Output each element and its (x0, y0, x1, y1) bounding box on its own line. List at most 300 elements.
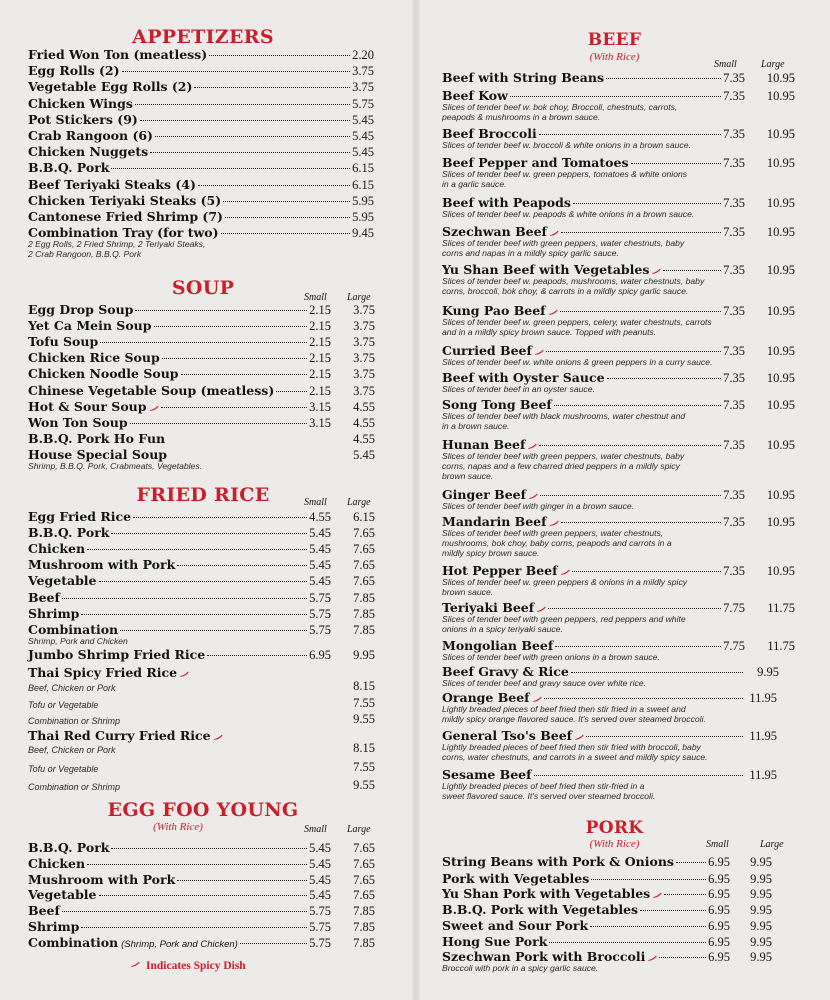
item-description: in a brown sauce. (442, 421, 510, 432)
item-name: Beef Pepper and Tomatoes (442, 155, 629, 170)
item-price: 5.75 (352, 96, 374, 111)
option-price: 8.15 (353, 679, 375, 693)
menu-item (28, 302, 331, 318)
chili-pepper-icon (652, 892, 662, 898)
dotted-leader (606, 78, 721, 79)
item-name: String Beans with Pork & Onions (442, 854, 674, 869)
item-price-large: 4.55 (353, 415, 375, 430)
item-price-large: 9.95 (750, 950, 772, 964)
item-price-small: 2.15 (309, 367, 331, 382)
item-description: Slices of tender beef w. green peppers, tomatoes & white onions (442, 169, 688, 179)
item-price-large: 10.95 (766, 488, 795, 502)
item-price-large: 10.95 (766, 515, 795, 529)
item-description: and in a mildly spicy brown sauce. Topped with peanuts. (442, 327, 657, 338)
item-name: Chicken Wings (28, 95, 133, 111)
dotted-leader (607, 378, 722, 379)
menu-item (28, 525, 331, 541)
item-name: Tofu Soup (28, 334, 99, 350)
column-header-small: Small (304, 292, 327, 303)
item-name: Chinese Vegetable Soup (meatless) (28, 382, 275, 398)
item-name: Chicken Nuggets (28, 144, 149, 160)
item-price-large: 11.75 (767, 601, 795, 615)
dotted-leader (111, 168, 350, 169)
option-label: Beef, Chicken or Pork (28, 745, 116, 755)
item-price-large: 6.15 (353, 510, 375, 524)
item-price-large: 9.95 (750, 935, 772, 949)
item-price: 9.45 (352, 226, 374, 241)
dotted-leader (540, 495, 721, 496)
dotted-leader (81, 927, 307, 928)
dotted-leader (548, 608, 721, 609)
item-name: Beef Gravy & Rice (442, 664, 569, 679)
dotted-leader (62, 911, 307, 912)
dotted-leader (510, 96, 721, 97)
item-price: 6.15 (352, 177, 374, 192)
item-description: Slices of tender beef with green peppers, water chestnuts, baby (442, 451, 685, 461)
item-name: Vegetable (28, 573, 97, 589)
dotted-leader (640, 910, 706, 911)
item-price-large: 4.55 (353, 399, 375, 414)
column-header-small: Small (706, 839, 729, 850)
dotted-leader (221, 233, 351, 234)
option-label: Combination or Shrimp (28, 716, 121, 726)
item-name: Chicken Noodle Soup (28, 366, 179, 382)
item-price-large: 3.75 (353, 303, 375, 317)
item-price-large: 7.85 (353, 904, 375, 919)
item-price-small: 2.15 (309, 383, 331, 398)
menu-item (28, 160, 374, 176)
item-price-large: 7.65 (353, 558, 375, 573)
item-price-small: 5.45 (309, 872, 331, 887)
item-price: 3.75 (352, 64, 374, 79)
item-price-small: 7.35 (723, 71, 745, 85)
item-price-small: 2.15 (309, 351, 331, 366)
item-name: Pork with Vegetables (442, 871, 590, 886)
item-price: 5.95 (352, 193, 374, 208)
item-description: sweet flavored sauce. It's served over steamed broccoli. (442, 791, 656, 802)
chili-pepper-icon (560, 569, 570, 575)
column-header-large: Large (347, 292, 371, 303)
chili-pepper-icon (213, 734, 223, 740)
item-price-small: 7.35 (723, 398, 745, 412)
item-price-large: 9.95 (750, 887, 772, 901)
menu-item (28, 112, 374, 128)
section-title: BEEF (587, 30, 642, 50)
item-price-large: 7.65 (353, 841, 375, 855)
chili-pepper-icon (534, 349, 544, 355)
menu-item (28, 665, 328, 681)
item-price: 5.45 (352, 129, 374, 143)
section-subtitle: (With Rice) (589, 838, 640, 850)
item-price-large: 3.75 (353, 367, 375, 382)
option-price: 7.55 (353, 760, 375, 774)
item-name: Hong Sue Pork (442, 934, 548, 949)
dotted-leader (62, 598, 307, 599)
item-price-small: 5.45 (309, 856, 331, 871)
item-price-small: 6.95 (708, 935, 730, 949)
chili-pepper-icon (549, 520, 559, 526)
item-price-small: 6.95 (708, 887, 730, 901)
item-name: Mongolian Beef (442, 638, 554, 653)
item-name: B.B.Q. Pork (28, 160, 110, 176)
column-header-small: Small (304, 824, 327, 835)
item-description: peapods & mushrooms in a brown sauce. (442, 112, 601, 123)
item-price-large: 7.85 (353, 622, 375, 637)
item-description: Slices of tender beef with black mushrooms, water chestnut and (442, 411, 686, 421)
item-name: Chicken Rice Soup (28, 350, 160, 366)
item-price-small: 5.45 (309, 558, 331, 573)
menu-item (28, 79, 374, 95)
item-name: B.B.Q. Pork Ho Fun (28, 430, 166, 446)
option-label: Tofu or Vegetable (28, 700, 99, 710)
item-price-small: 6.95 (708, 872, 730, 886)
item-name: Egg Drop Soup (28, 302, 134, 317)
dotted-leader (572, 571, 722, 572)
item-name: Jumbo Shrimp Fried Rice (28, 646, 206, 662)
item-name: General Tso's Beef (442, 728, 573, 743)
item-description: Lightly breaded pieces of beef fried then stir fried in a sweet and (442, 704, 686, 714)
chili-pepper-icon (528, 493, 538, 499)
menu-item (28, 334, 331, 350)
menu-item (28, 856, 331, 872)
item-name: House Special Soup (28, 446, 168, 462)
menu-item (28, 606, 331, 622)
item-name: Egg Rolls (2) (28, 63, 120, 79)
menu-item (28, 96, 374, 112)
item-price-large: 3.75 (353, 351, 375, 366)
item-description: mildly spicy orange flavored sauce. It's served over steamed broccoli. (442, 714, 706, 725)
item-price-small: 6.95 (708, 855, 730, 869)
dotted-leader (207, 655, 307, 656)
item-name: Combination (28, 934, 119, 950)
item-name: Mushroom with Pork (28, 557, 176, 573)
dotted-leader (664, 894, 706, 895)
item-price-small: 5.75 (309, 920, 331, 934)
chili-pepper-icon (651, 268, 661, 274)
item-description: Lightly breaded pieces of beef fried then stir-fried in a (442, 781, 645, 791)
column-header-large: Large (347, 824, 371, 835)
item-price-large: 7.65 (353, 542, 375, 557)
item-price-large: 3.75 (353, 383, 375, 398)
menu-item (28, 318, 331, 334)
chili-pepper-icon (149, 405, 159, 411)
item-description: Slices of tender beef with green peppers, water chestnuts, (442, 528, 664, 538)
item-price-large: 7.65 (353, 888, 375, 903)
menu-item (28, 647, 331, 663)
item-description: Slices of tender beef in an oyster sauce. (442, 384, 595, 394)
item-name: Teriyaki Beef (442, 600, 535, 615)
item-price-large: 7.85 (353, 606, 375, 621)
item-name: Pot Stickers (9) (28, 111, 138, 127)
menu-item (28, 935, 331, 951)
section-title: PORK (585, 818, 644, 838)
item-description: Broccoli with pork in a spicy garlic sauce. (442, 963, 599, 973)
item-price-small: 7.35 (723, 564, 745, 578)
item-name: Yet Ca Mein Soup (28, 318, 152, 334)
menu-item (28, 590, 331, 606)
dotted-leader (111, 533, 307, 534)
item-description: corns and napas in a mildly spicy garlic sauce. (442, 248, 619, 259)
dotted-leader (546, 351, 721, 352)
item-price-large: 9.95 (750, 919, 772, 933)
item-name: Yu Shan Pork with Vegetables (442, 886, 651, 901)
item-name: Thai Red Curry Fried Rice (28, 728, 211, 743)
item-name: Orange Beef (442, 690, 530, 705)
item-price-small: 5.75 (309, 622, 331, 637)
dotted-leader (111, 848, 307, 849)
item-name: Curried Beef (442, 343, 532, 358)
item-price-large: 10.95 (766, 156, 795, 170)
item-price-small: 5.45 (309, 841, 331, 855)
item-price-large: 3.75 (353, 335, 375, 350)
dotted-leader (154, 326, 308, 327)
item-price-large: 10.95 (766, 564, 795, 578)
chili-pepper-icon (548, 309, 558, 315)
item-name: Shrimp (28, 919, 80, 934)
chili-pepper-icon (549, 230, 559, 236)
item-name: Shrimp (28, 605, 80, 621)
column-header-small: Small (304, 497, 327, 508)
item-price: 2.20 (352, 48, 374, 62)
item-name: Chicken Teriyaki Steaks (5) (28, 192, 222, 208)
item-price-large: 10.95 (766, 398, 795, 412)
item-description: brown sauce. (442, 471, 494, 482)
item-name: Szechwan Beef (442, 224, 547, 239)
item-name: Beef (28, 589, 60, 605)
item-price: 6.15 (352, 161, 374, 176)
item-price-large: 5.45 (353, 447, 375, 462)
item-name: Beef Teriyaki Steaks (4) (28, 176, 196, 192)
item-name: Fried Won Ton (meatless) (28, 47, 208, 62)
option-price: 9.55 (353, 778, 375, 792)
item-price-small: 7.35 (723, 371, 745, 385)
item-name: Crab Rangoon (6) (28, 128, 153, 143)
item-price-small: 7.35 (723, 156, 745, 170)
item-price-small: 2.15 (309, 335, 331, 350)
item-price-large: 7.65 (353, 574, 375, 589)
item-price-small: 7.75 (723, 639, 745, 653)
item-name: Beef Broccoli (442, 126, 537, 141)
item-price-large: 10.95 (766, 89, 795, 103)
dotted-leader (209, 55, 350, 56)
item-price: 3.75 (352, 80, 374, 95)
item-name: Beef (28, 903, 60, 919)
dotted-leader (560, 311, 722, 312)
spicy-legend (128, 960, 246, 972)
section-title: SOUP (171, 277, 235, 299)
item-price-large: 9.95 (757, 665, 779, 679)
item-price-small: 7.75 (723, 601, 745, 615)
chili-pepper-icon (574, 734, 584, 740)
item-name: Szechwan Pork with Broccoli (442, 949, 646, 964)
item-description: brown sauce. (442, 587, 494, 598)
item-description: Slices of tender beef w. broccoli & white onions in a brown sauce. (442, 140, 691, 150)
item-price-small: 3.15 (309, 399, 331, 414)
menu-item (28, 509, 331, 525)
item-price-large: 11.75 (767, 639, 795, 653)
dotted-leader (133, 517, 307, 518)
section-title: APPETIZERS (132, 26, 274, 48)
dotted-leader (571, 672, 743, 673)
chili-pepper-icon (179, 671, 189, 677)
menu-item (28, 177, 374, 193)
dotted-leader (155, 136, 350, 137)
column-header-large: Large (760, 839, 784, 850)
dotted-leader (539, 445, 721, 446)
item-price-large: 10.95 (766, 127, 795, 141)
item-price-small: 7.35 (723, 127, 745, 141)
item-price-large: 10.95 (766, 196, 795, 210)
item-description: corns, napas and a few charred dried peppers in a mildly spicy (442, 461, 680, 472)
dotted-leader (573, 203, 721, 204)
item-name: Kung Pao Beef (442, 303, 546, 318)
item-description: Slices of tender beef w. bok choy, Broccoli, chestnuts, carrots, (442, 102, 678, 112)
chili-pepper-icon (532, 696, 542, 702)
chili-pepper-icon (536, 606, 546, 612)
menu-item (442, 70, 745, 86)
item-name: Cantonese Fried Shrimp (7) (28, 209, 223, 224)
item-price-large: 11.95 (749, 729, 777, 743)
item-name: B.B.Q. Pork (28, 525, 110, 541)
menu-item (28, 840, 331, 856)
menu-item (28, 47, 374, 63)
item-price-large: 11.95 (749, 768, 777, 782)
dotted-leader (544, 698, 743, 699)
item-description: Slices of tender beef and gravy sauce over white rice. (442, 678, 646, 688)
dotted-leader (659, 957, 706, 958)
item-price-small: 2.15 (309, 303, 331, 317)
item-price-large: 9.95 (750, 903, 772, 917)
option-price: 8.15 (353, 741, 375, 755)
item-price: 5.45 (352, 145, 374, 160)
item-price-small: 6.95 (309, 647, 331, 662)
item-description: Slices of tender beef w. green peppers & onions in a mildly spicy (442, 577, 688, 587)
item-description: 2 Egg Rolls, 2 Fried Shrimp, 2 Teriyaki Steaks, (28, 239, 206, 250)
item-price-large: 9.95 (353, 647, 375, 662)
item-price-small: 5.45 (309, 574, 331, 589)
menu-item (28, 541, 331, 557)
chili-pepper-icon (647, 955, 657, 961)
item-price-large: 10.95 (766, 225, 795, 239)
menu-item (28, 399, 331, 415)
option-price: 9.55 (353, 712, 375, 726)
dotted-leader (162, 358, 307, 359)
item-price-small: 6.95 (708, 919, 730, 933)
menu-item (28, 383, 331, 399)
page-fold (412, 0, 420, 1000)
item-price-small: 7.35 (723, 488, 745, 502)
option-label: Tofu or Vegetable (28, 764, 99, 774)
item-name: B.B.Q. Pork (28, 840, 110, 855)
option-label: Combination or Shrimp (28, 782, 121, 792)
item-price-small: 5.75 (309, 935, 331, 950)
dotted-leader (177, 880, 307, 881)
item-description: Slices of tender beef w. white onions & green peppers in a curry sauce. (442, 357, 713, 367)
item-price-large: 10.95 (766, 304, 795, 318)
dotted-leader (539, 134, 721, 135)
item-price-small: 6.95 (708, 950, 730, 964)
legend-text: Indicates Spicy Dish (146, 960, 246, 972)
item-name: Beef with Oyster Sauce (442, 370, 605, 385)
dotted-leader (223, 201, 350, 202)
dotted-leader (140, 120, 350, 121)
column-header-large: Large (347, 497, 371, 508)
dotted-leader (554, 405, 721, 406)
item-note: (Shrimp, Pork and Chicken) (121, 938, 238, 950)
item-description: Slices of tender beef w. peapods & white onions in a brown sauce. (442, 209, 695, 219)
item-price-large: 10.95 (766, 371, 795, 385)
dotted-leader (99, 895, 308, 896)
item-name: Mushroom with Pork (28, 871, 176, 887)
item-description: Shrimp, Pork and Chicken (28, 635, 128, 646)
item-price-small: 5.75 (309, 606, 331, 621)
item-name: Song Tong Beef (442, 397, 552, 412)
item-price-large: 10.95 (766, 438, 795, 452)
item-description: Lightly breaded pieces of beef fried then stir fried with broccoli, baby (442, 742, 701, 752)
item-name: Combination Tray (for two) (28, 225, 219, 241)
item-name: Chicken (28, 541, 86, 557)
dotted-leader (561, 232, 721, 233)
item-name: Sweet and Sour Pork (442, 918, 589, 933)
item-price-large: 10.95 (766, 344, 795, 358)
dotted-leader (81, 614, 307, 615)
item-name: Hot Pepper Beef (442, 563, 558, 578)
item-price-large: 10.95 (766, 263, 795, 277)
item-description: Slices of tender beef with ginger in a brown sauce. (442, 501, 635, 511)
dotted-leader (225, 217, 350, 218)
dotted-leader (161, 407, 308, 408)
item-name: Egg Fried Rice (28, 509, 132, 524)
menu-item (28, 366, 331, 382)
dotted-leader (130, 423, 307, 424)
item-name: Combination (28, 621, 119, 637)
menu-item (442, 902, 730, 918)
dotted-leader (549, 942, 706, 943)
item-price-large: 11.95 (749, 691, 777, 705)
item-price-large: 7.65 (353, 872, 375, 887)
item-price-large: 9.95 (750, 855, 772, 869)
section-title: EGG FOO YOUNG (107, 799, 299, 821)
item-price-large: 7.65 (353, 526, 375, 541)
item-price-small: 7.35 (723, 515, 745, 529)
item-description: corns, broccoli, bok choy, & carrots in a mildly spicy garlic sauce. (442, 286, 689, 297)
dotted-leader (555, 646, 721, 647)
chili-pepper-icon (527, 443, 537, 449)
menu-item (442, 871, 730, 887)
item-price-large: 7.85 (353, 920, 375, 934)
item-description: Slices of tender beef with green peppers, water chestnuts, baby (442, 238, 685, 248)
item-name: B.B.Q. Pork with Vegetables (442, 902, 639, 917)
item-description: Shrimp, B.B.Q. Pork, Crabmeats, Vegetables. (28, 460, 203, 471)
menu-item (28, 887, 331, 903)
dotted-leader (181, 374, 308, 375)
menu-item (28, 209, 374, 225)
menu-item (28, 415, 331, 431)
dotted-leader (631, 163, 722, 164)
dotted-leader (177, 565, 307, 566)
dotted-leader (198, 185, 350, 186)
item-name: Yu Shan Beef with Vegetables (442, 262, 650, 277)
item-price-small: 5.45 (309, 888, 331, 903)
item-name: Ginger Beef (442, 487, 526, 502)
dotted-leader (135, 310, 307, 311)
menu-item (28, 350, 331, 366)
menu-item (28, 573, 331, 589)
dotted-leader (120, 630, 307, 631)
section-subtitle: (With Rice) (589, 51, 640, 63)
item-price-large: 7.65 (353, 856, 375, 871)
dotted-leader (150, 152, 350, 153)
